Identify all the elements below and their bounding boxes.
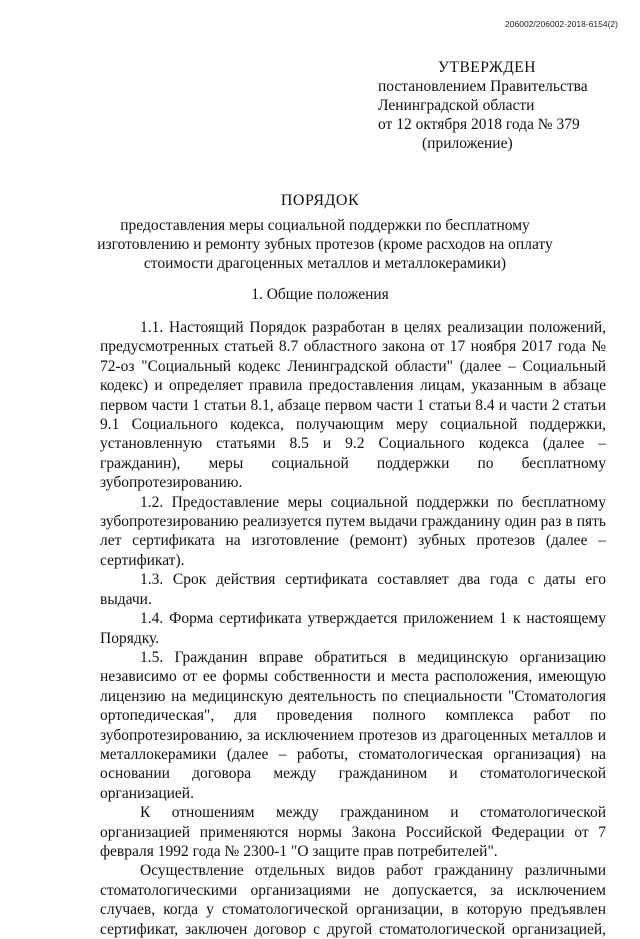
- paragraph-1-1: 1.1. Настоящий Порядок разработан в целях реализации положений, предусмотренных статьей 8.7 областного закона от 17 ноября 2017 года № 72-оз "Социальный кодекс Ленинградской области" (далее – Социальный кодекс) и определяет правила предоставления лицам, указанным в абзаце первом части 1 статьи 8.1, абзаце первом части 1 статьи 8.4 и части 2 статьи 9.1 Социального кодекса, получающим меру социальной поддержки, установленную статьями 8.5 и 9.2 Социального кодекса (далее – гражданин), меры социальной поддержки по бесплатному зубопротезированию.: [100, 319, 606, 492]
- document-title: ПОРЯДОК: [280, 192, 360, 209]
- section-heading: 1. Общие положения: [251, 286, 389, 303]
- approval-block: [378, 58, 588, 153]
- approval-title: УТВЕРЖДЕН: [438, 59, 536, 76]
- paragraph-1-2: 1.2. Предоставление меры социальной поддержки по бесплатному зубопротезированию реализуется путем выдачи гражданину один раз в пять лет сертификата на изготовление (ремонт) зубных протезов (далее – сертификат).: [100, 493, 606, 569]
- document-subtitle: предоставления меры социальной поддержки по бесплатному изготовлению и ремонту зубных протезов (кроме расходов на оплату стоимости драгоценных металлов и металлокерамики): [97, 217, 553, 272]
- approval-line-3: от 12 октября 2018 года № 379: [378, 116, 580, 133]
- paragraph-1-5: 1.5. Гражданин вправе обратиться в медицинскую организацию независимо от ее формы собственности и места расположения, имеющую лицензию на медицинскую деятельность по специальности "Стоматология ортопедическая", для проведения полного комплекса работ по зубопротезированию, за исключением протезов из драгоценных металлов и металлокерамики (далее – работы, стоматологическая организация) на основании договора между гражданином и стоматологической организацией.: [100, 648, 606, 802]
- approval-annex: (приложение): [422, 135, 513, 152]
- paragraph-1-4: 1.4. Форма сертификата утверждается приложением 1 к настоящему Порядку.: [100, 610, 606, 647]
- paragraph-consumer-law: К отношениям между гражданином и стоматологической организацией применяются нормы Закона Российской Федерации от 7 февраля 1992 года № 2300-1 "О защите прав потребителей".: [100, 804, 606, 860]
- approval-line-2: Ленинградской области: [378, 97, 535, 114]
- document-id: 206002/206002-2018-6154(2): [505, 19, 618, 29]
- approval-line-1: постановлением Правительства: [378, 78, 588, 95]
- document-body: [100, 318, 606, 939]
- paragraph-separate-works: Осуществление отдельных видов работ гражданину различными стоматологическими организациями не допускается, за исключением случаев, когда у стоматологической организации, в которую предъявлен сертификат, заключен договор с другой стоматологической организацией,: [100, 862, 606, 938]
- paragraph-1-3: 1.3. Срок действия сертификата составляет два года с даты его выдачи.: [100, 571, 606, 608]
